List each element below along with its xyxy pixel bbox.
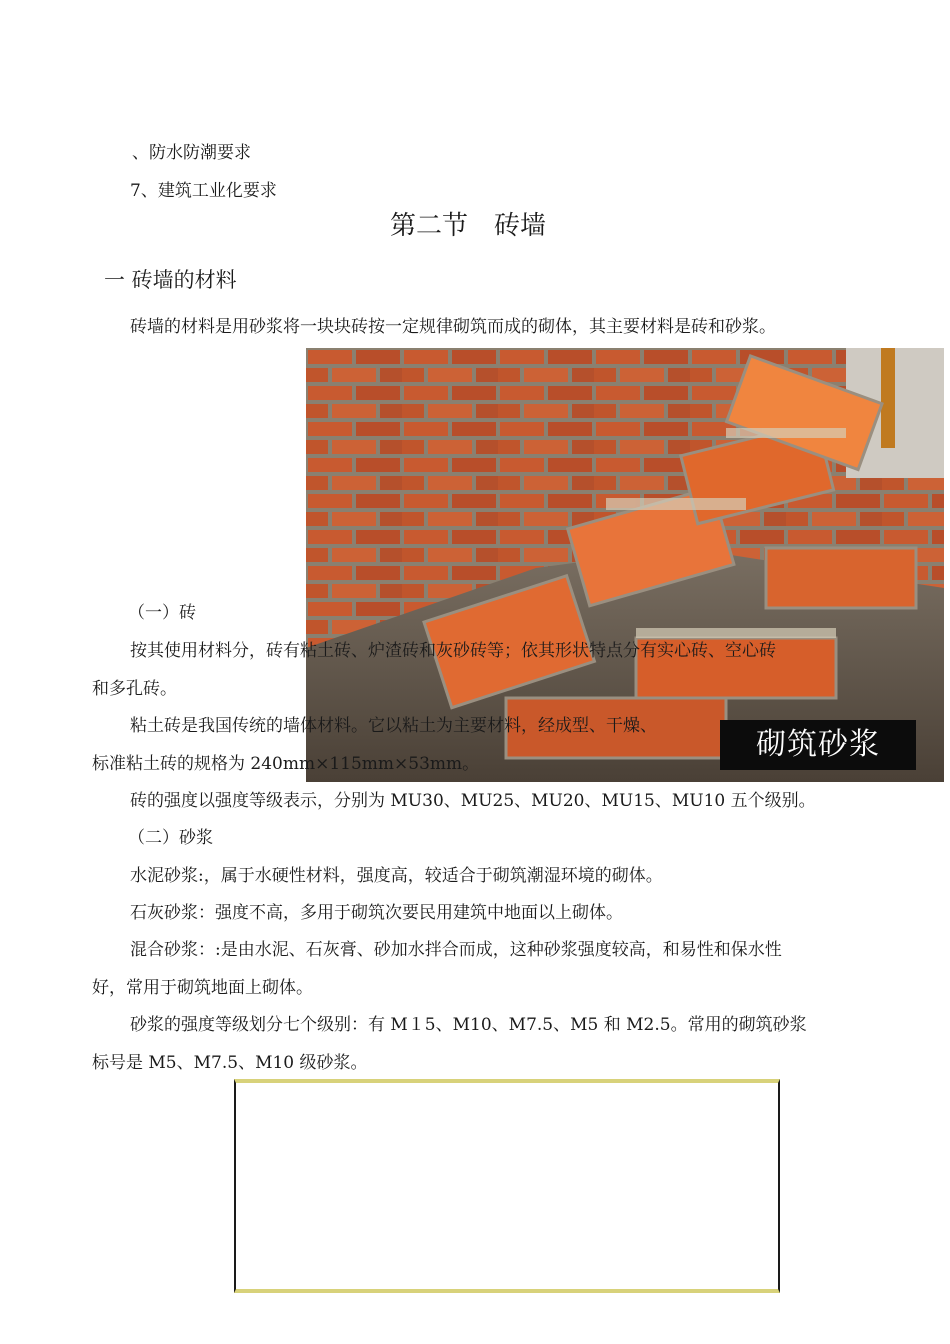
line-waterproof: 、防水防潮要求 xyxy=(132,143,251,163)
empty-figure-frame xyxy=(234,1079,780,1293)
paragraph-mortar-grades-2: 标号是 M5、M7.5、M10 级砂浆。 xyxy=(92,1053,368,1073)
subheading-mortar: （二）砂浆 xyxy=(128,828,213,848)
paragraph-clay-brick-2: 标准粘土砖的规格为 240mm×115mm×53mm。 xyxy=(92,754,480,774)
paragraph-mixed-mortar-2: 好，常用于砌筑地面上砌体。 xyxy=(92,978,313,998)
paragraph-brick-types-2: 和多孔砖。 xyxy=(92,679,177,699)
subheading-brick: （一）砖 xyxy=(128,603,196,623)
paragraph-clay-brick-1: 粘土砖是我国传统的墙体材料。它以粘土为主要材料，经成型、干燥、 xyxy=(130,716,657,736)
paragraph-mortar-grades-1: 砂浆的强度等级划分七个级别：有 M１5、M10、M7.5、M5 和 M2.5。常用的砌筑砂浆 xyxy=(130,1015,807,1035)
heading-wall-materials: 一 砖墙的材料 xyxy=(104,268,237,292)
section-title: 第二节 砖墙 xyxy=(390,211,547,241)
paragraph-lime-mortar: 石灰砂浆：强度不高，多用于砌筑次要民用建筑中地面以上砌体。 xyxy=(130,903,623,923)
paragraph-brick-strength: 砖的强度以强度等级表示，分别为 MU30、MU25、MU20、MU15、MU10 五个级别。 xyxy=(130,791,816,811)
line-industrialization: 7、建筑工业化要求 xyxy=(130,181,277,201)
paragraph-cement-mortar: 水泥砂浆:，属于水硬性材料，强度高，较适合于砌筑潮湿环境的砌体。 xyxy=(130,866,663,886)
paragraph-brick-types-1: 按其使用材料分，砖有粘土砖、炉渣砖和灰砂砖等；依其形状特点分有实心砖、空心砖 xyxy=(130,641,776,661)
photo-caption: 砌筑砂浆 xyxy=(720,720,916,770)
paragraph-intro: 砖墙的材料是用砂浆将一块块砖按一定规律砌筑而成的砌体，其主要材料是砖和砂浆。 xyxy=(130,317,776,337)
paragraph-mixed-mortar-1: 混合砂浆：:是由水泥、石灰膏、砂加水拌合而成，这种砂浆强度较高，和易性和保水性 xyxy=(130,940,782,960)
